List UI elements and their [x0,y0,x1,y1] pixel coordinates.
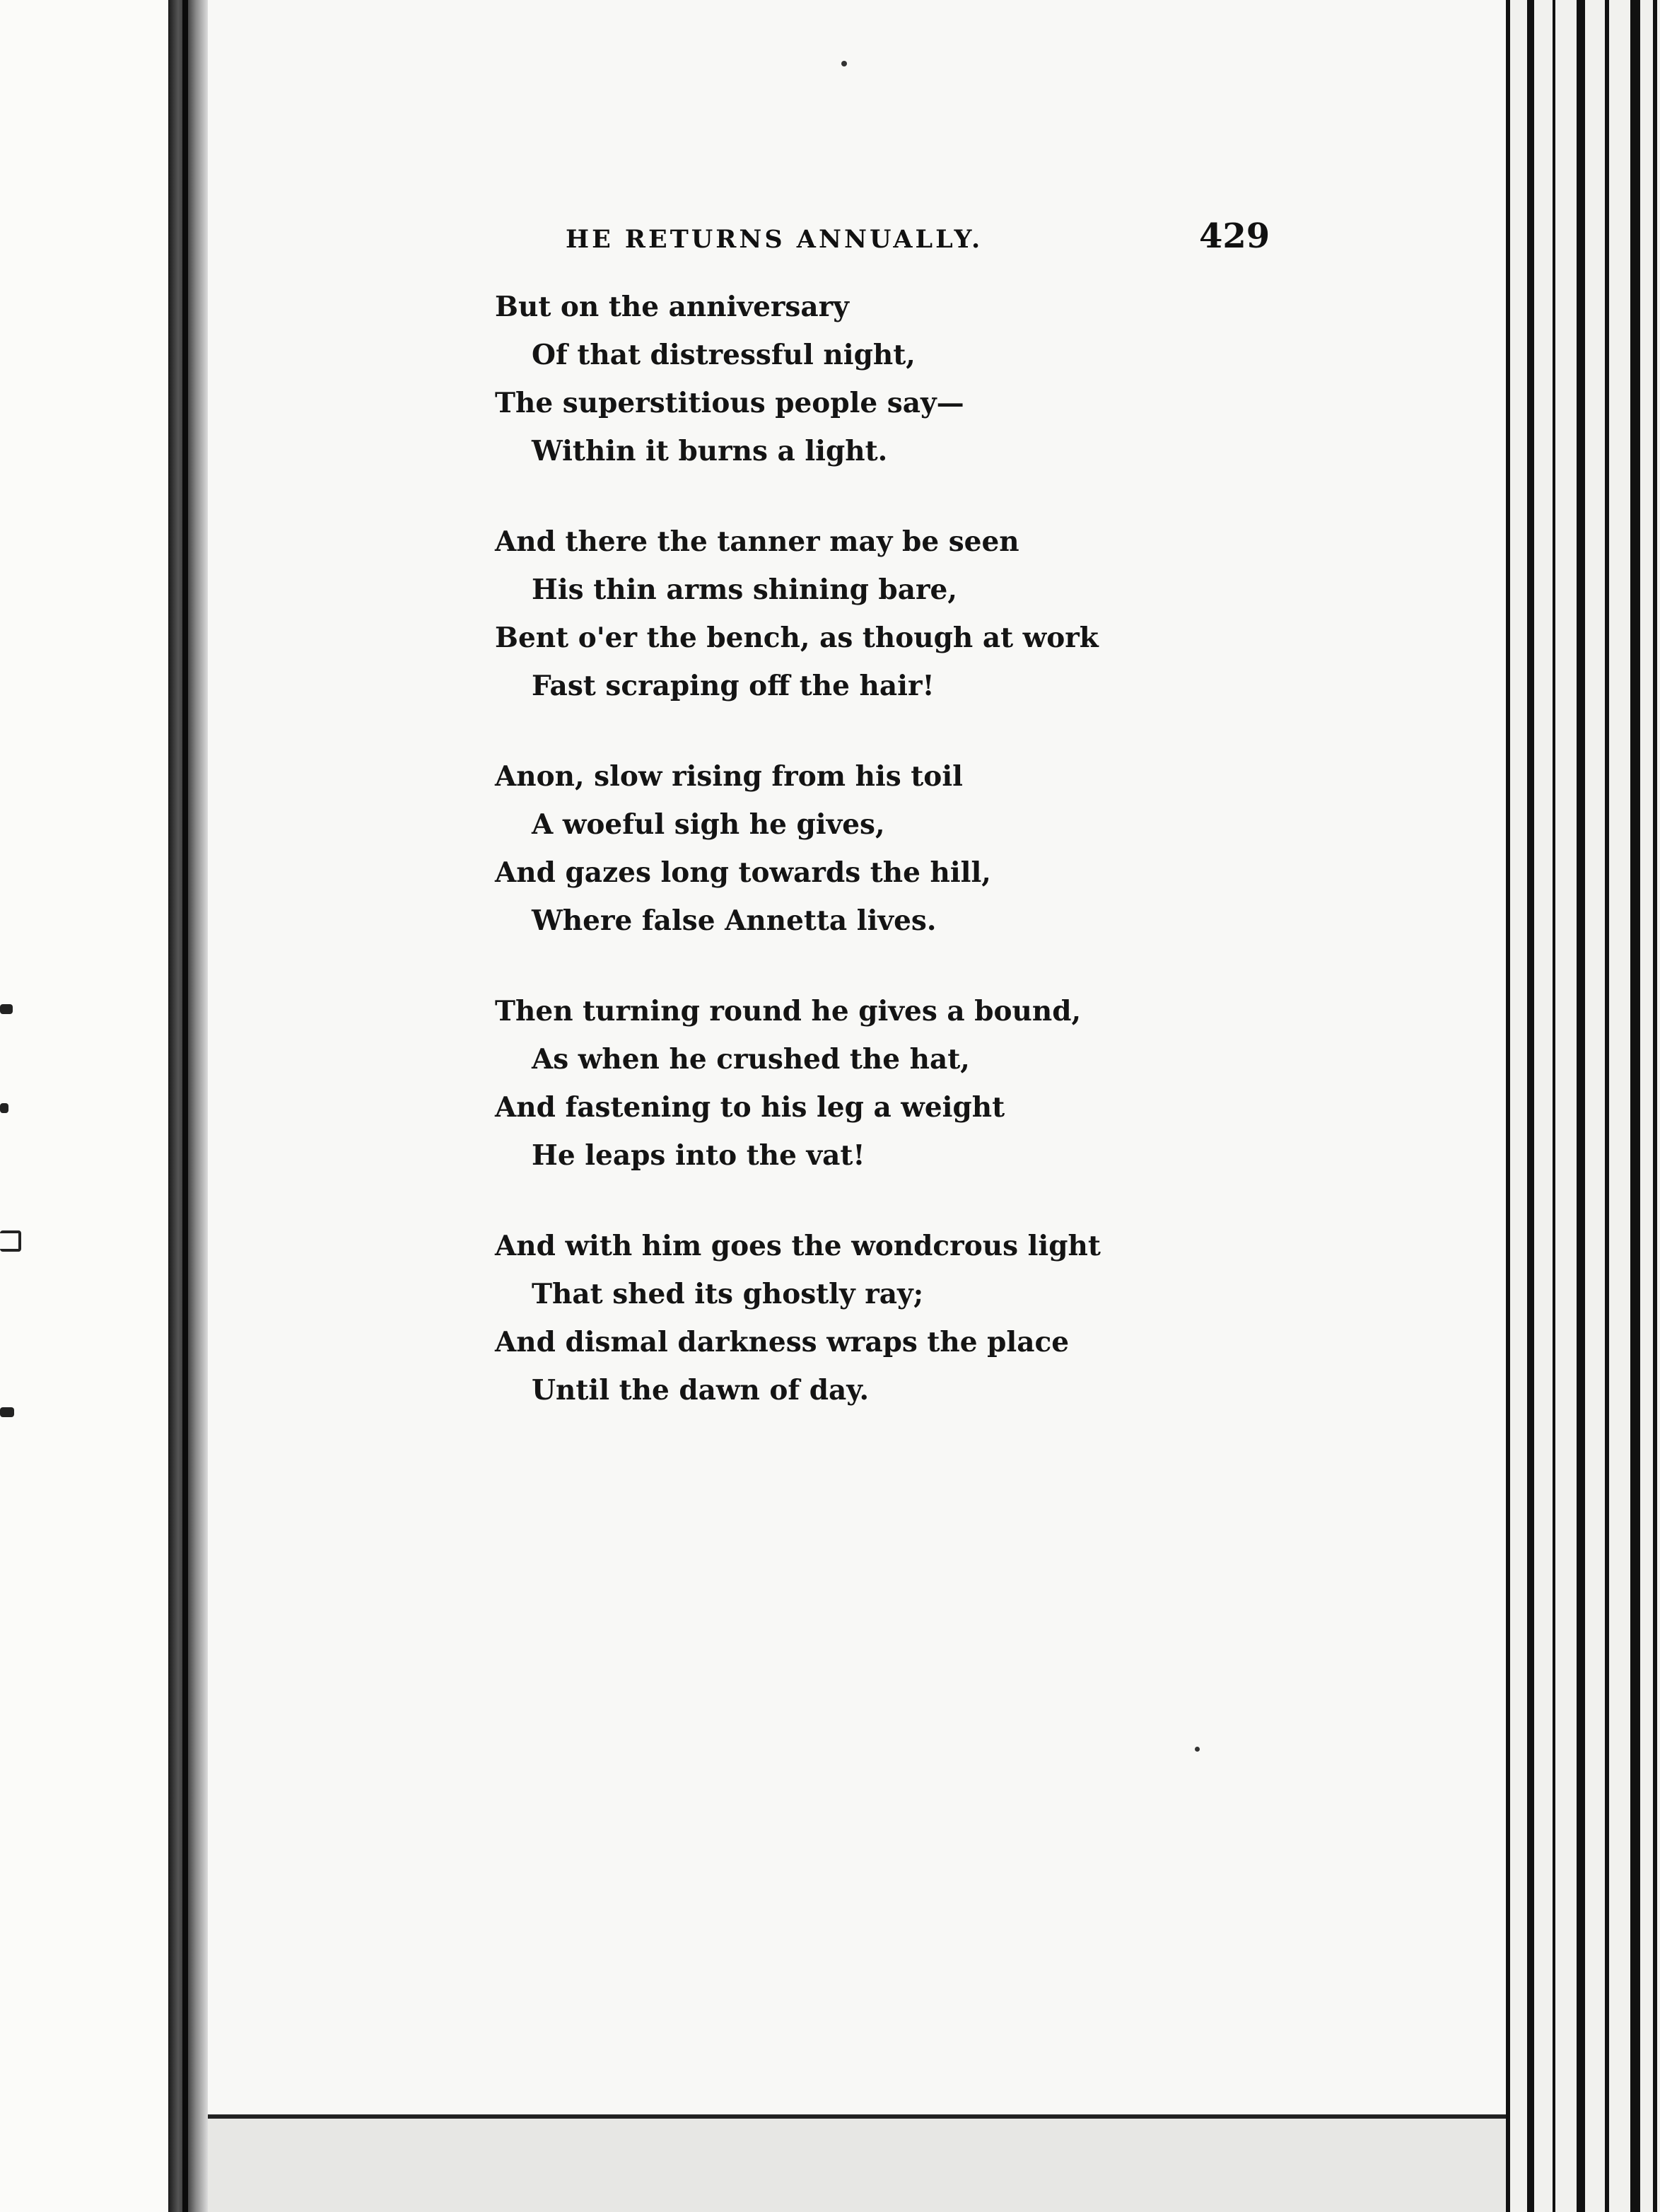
poem-line: As when he crushed the hat, [532,1043,970,1076]
print-speck [841,61,847,66]
poem-line: And fastening to his leg a weight [495,1091,1005,1124]
page-edge-line [1506,0,1510,2212]
poem-line: A woeful sigh he gives, [532,808,885,841]
book-gutter [168,0,208,2212]
page-underside [208,2119,1527,2212]
margin-mark [0,1230,21,1252]
margin-mark [0,1004,13,1014]
poem-line: His thin arms shining bare, [532,574,957,606]
facing-page-edge [0,0,168,2212]
poem-line: And dismal darkness wraps the place [495,1326,1070,1358]
poem-line: And gazes long towards the hill, [495,856,991,889]
poem-line: Bent o'er the bench, as though at work [495,622,1099,654]
poem-line: Fast scraping off the hair! [532,670,935,702]
page-edge-line [1527,0,1534,2212]
stanza [495,283,1273,475]
poem-line: Within it burns a light. [532,435,888,467]
page-edge-line [1605,0,1609,2212]
page-edge-line [1577,0,1585,2212]
stanza [495,518,1273,710]
poem-line: Until the dawn of day. [532,1374,870,1407]
running-head: HE RETURNS ANNUALLY. [566,225,983,254]
page-number: 429 [1199,216,1270,256]
poem [495,283,1273,1457]
stanza [495,987,1273,1180]
poem-line: And with him goes the wondcrous light [495,1230,1101,1262]
poem-line: But on the anniversary [495,291,849,323]
gutter-shadow [182,0,188,2212]
poem-line: The superstitious people say— [495,387,964,419]
poem-line: Anon, slow rising from his toil [495,760,963,793]
page-stack-edge [1506,0,1660,2212]
page-edge-line [1653,0,1657,2212]
margin-mark [0,1103,8,1113]
poem-line: Of that distressful night, [532,339,916,371]
page-edge-line [1553,0,1555,2212]
poem-line: Where false Annetta lives. [532,904,937,937]
stanza [495,752,1273,945]
poem-line: He leaps into the vat! [532,1139,865,1172]
print-speck [1195,1747,1200,1752]
poem-line: That shed its ghostly ray; [532,1278,924,1310]
stanza [495,1222,1273,1414]
poem-line: And there the tanner may be seen [495,525,1019,558]
poem-line: Then turning round he gives a bound, [495,995,1082,1028]
page-edge-line [1630,0,1640,2212]
margin-mark [0,1407,14,1417]
